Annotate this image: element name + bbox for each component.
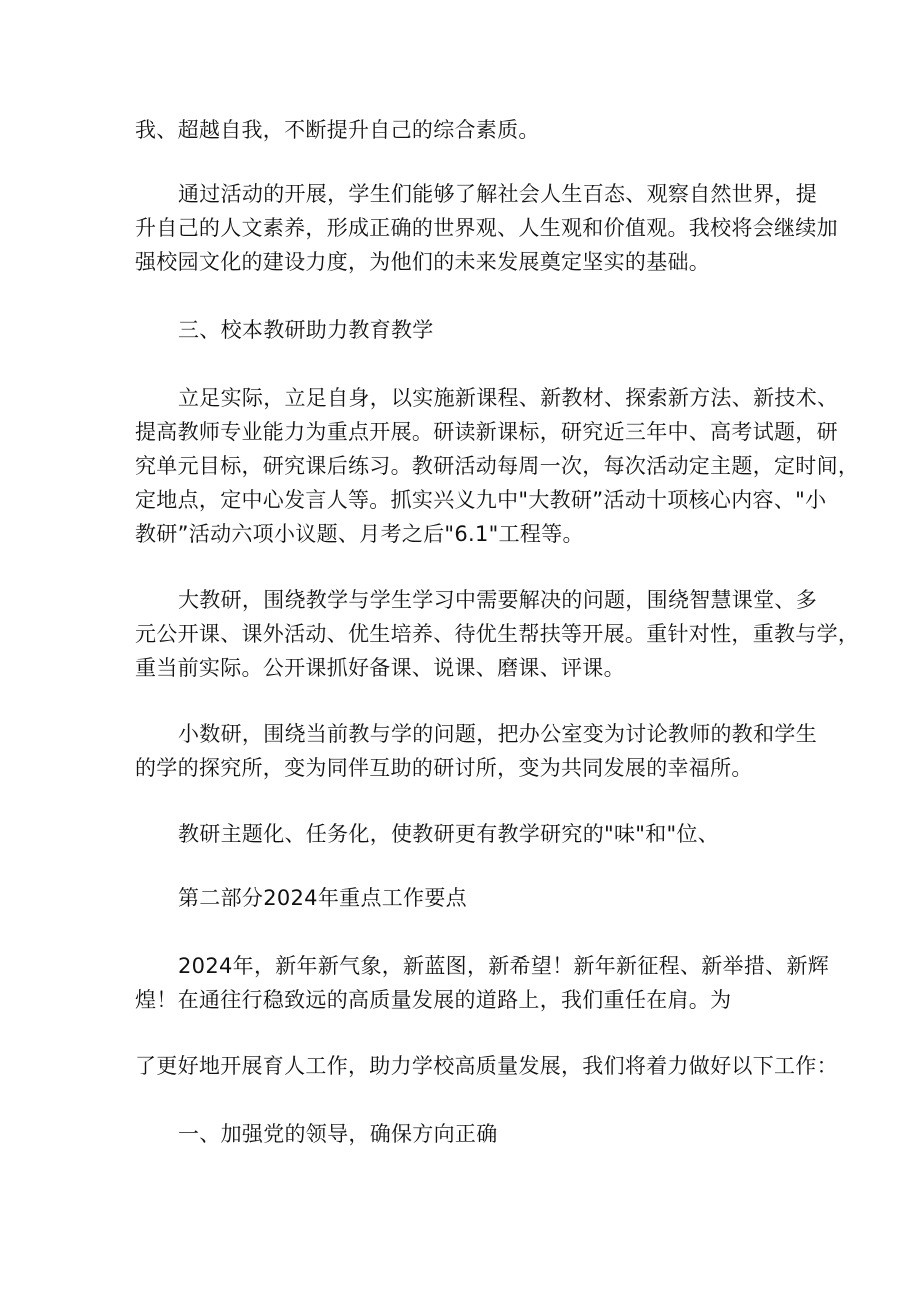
paragraph-line: 我、超越自我，不断提升自己的综合素质。 [135, 118, 540, 142]
paragraph-line: 了更好地开展育人工作，助力学校高质量发展，我们将着力做好以下工作： [135, 1054, 838, 1078]
paragraph-line: 小数研，围绕当前教与学的问题，把办公室变为讨论教师的教和学生 [178, 722, 817, 746]
paragraph-line: 教研”活动六项小议题、月考之后"6.1"工程等。 [135, 522, 584, 546]
paragraph-line: 提高教师专业能力为重点开展。研读新课标，研究近三年中、高考试题，研 [135, 420, 838, 444]
paragraph-line: 大教研，围绕教学与学生学习中需要解决的问题，围绕智慧课堂、多 [178, 588, 817, 612]
paragraph-line: 通过活动的开展，学生们能够了解社会人生百态、观察自然世界，提 [178, 182, 817, 206]
paragraph-line: 煌！在通往行稳致远的高质量发展的道路上，我们重任在肩。为 [135, 988, 732, 1012]
paragraph-line: 究单元目标，研究课后练习。教研活动每周一次，每次活动定主题，定时间， [135, 454, 860, 478]
section-heading: 一、加强党的领导，确保方向正确 [178, 1122, 498, 1146]
paragraph-line: 立足实际，立足自身，以实施新课程、新教材、探索新方法、新技术、 [178, 386, 839, 410]
paragraph-line: 升自己的人文素养，形成正确的世界观、人生观和价值观。我校将会继续加 [135, 216, 838, 240]
paragraph-line: 重当前实际。公开课抓好备课、说课、磨课、评课。 [135, 656, 625, 680]
paragraph-line: 2024年，新年新气象，新蓝图，新希望！新年新征程、新举措、新辉 [178, 954, 830, 978]
paragraph-line: 定地点，定中心发言人等。抓实兴义九中"大教研”活动十项核心内容、"小 [135, 488, 827, 512]
paragraph-line: 的学的探究所，变为同伴互助的研讨所，变为共同发展的幸福所。 [135, 756, 753, 780]
part-heading: 第二部分2024年重点工作要点 [178, 886, 467, 910]
paragraph-line: 强校园文化的建设力度，为他们的未来发展奠定坚实的基础。 [135, 250, 711, 274]
paragraph-line: 教研主题化、任务化，使教研更有教学研究的"味"和"位、 [178, 822, 720, 846]
section-heading: 三、校本教研助力教育教学 [178, 318, 434, 342]
paragraph-line: 元公开课、课外活动、优生培养、待优生帮扶等开展。重针对性，重教与学， [135, 622, 860, 646]
